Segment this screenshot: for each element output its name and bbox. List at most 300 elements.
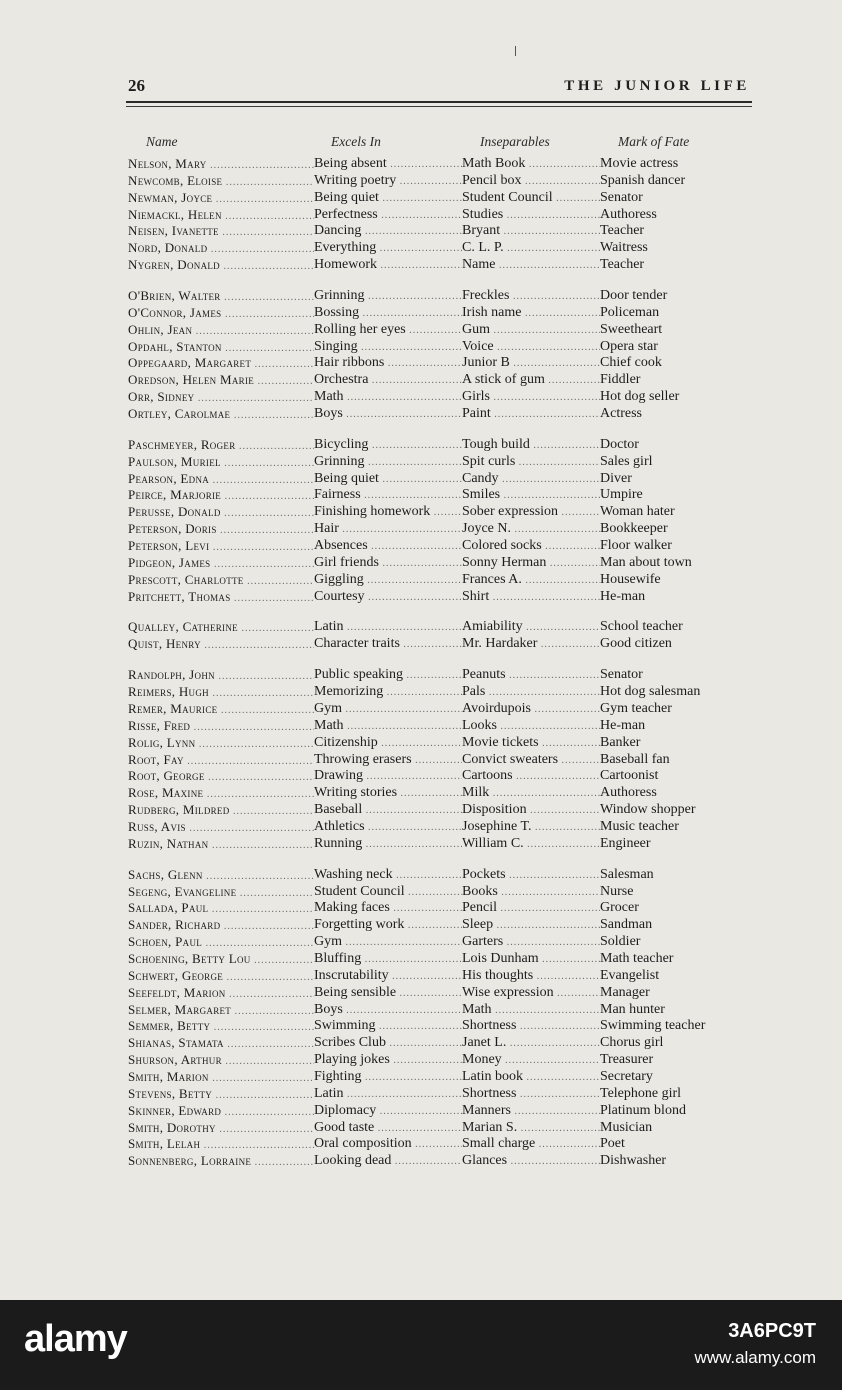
- inseparable: Spit curls .....: [462, 454, 600, 471]
- student-name: Smith, Dorothy .....: [128, 1120, 314, 1137]
- table-row: [128, 718, 748, 735]
- table-row: [128, 735, 748, 752]
- student-name: Sallada, Paul .....: [128, 900, 314, 917]
- excels-in: Being absent .....: [314, 156, 462, 173]
- excels-in: Being quiet .....: [314, 471, 462, 488]
- mark-of-fate: Window shopper: [600, 802, 696, 818]
- page-number: 26: [128, 76, 145, 95]
- mark-of-fate: Good citizen: [600, 636, 672, 652]
- table-row: [128, 339, 748, 356]
- scan-mark: [515, 46, 516, 56]
- student-name: Russ, Avis .....: [128, 819, 314, 836]
- table-row: [128, 589, 748, 606]
- inseparable: Sober expression .....: [462, 504, 600, 521]
- inseparable: Manners .....: [462, 1103, 600, 1120]
- excels-in: Fairness .....: [314, 487, 462, 504]
- mark-of-fate: Movie actress: [600, 156, 679, 171]
- excels-in: Giggling .....: [314, 572, 462, 589]
- table-row: [128, 951, 748, 968]
- student-name: O'Brien, Walter .....: [128, 288, 314, 305]
- mark-of-fate: Teacher: [600, 257, 645, 273]
- inseparable: Freckles .....: [462, 288, 600, 305]
- mark-of-fate: Authoress: [600, 206, 657, 222]
- excels-in: Gym .....: [314, 934, 462, 951]
- excels-in: Student Council .....: [314, 884, 462, 901]
- student-list: [128, 156, 748, 1184]
- mark-of-fate: School teacher: [600, 619, 683, 635]
- inseparable: Disposition .....: [462, 802, 600, 819]
- mark-of-fate: Engineer: [600, 835, 651, 851]
- table-row: [128, 487, 748, 504]
- column-header-inseparables: Inseparables: [480, 134, 550, 149]
- table-row: [128, 406, 748, 423]
- mark-of-fate: Music teacher: [600, 818, 679, 834]
- student-name: Sander, Richard .....: [128, 917, 314, 934]
- excels-in: Singing .....: [314, 339, 462, 356]
- mark-of-fate: Diver: [600, 470, 632, 486]
- mark-of-fate: Fiddler: [600, 372, 641, 388]
- table-row: [128, 471, 748, 488]
- student-name: Smith, Marion .....: [128, 1069, 314, 1086]
- table-row: [128, 1120, 748, 1137]
- mark-of-fate: Authoress: [600, 785, 657, 801]
- header-rule-thin: [126, 106, 752, 107]
- table-row: [128, 636, 748, 653]
- mark-of-fate: Gym teacher: [600, 700, 672, 716]
- excels-in: Diplomacy .....: [314, 1103, 462, 1120]
- table-row: [128, 190, 748, 207]
- table-row: [128, 667, 748, 684]
- excels-in: Writing stories .....: [314, 785, 462, 802]
- mark-of-fate: He-man: [600, 588, 646, 604]
- table-row: [128, 867, 748, 884]
- inseparable: Convict sweaters .....: [462, 752, 600, 769]
- table-row: [128, 1136, 748, 1153]
- mark-of-fate: Teacher: [600, 223, 645, 239]
- excels-in: Orchestra .....: [314, 372, 462, 389]
- inseparable: Lois Dunham .....: [462, 951, 600, 968]
- table-row: [128, 1002, 748, 1019]
- inseparable: His thoughts .....: [462, 968, 600, 985]
- student-name: Smith, Lelah .....: [128, 1136, 314, 1153]
- excels-in: Homework .....: [314, 257, 462, 274]
- mark-of-fate: Sales girl: [600, 453, 653, 469]
- inseparable: Mr. Hardaker .....: [462, 636, 600, 653]
- table-row: [128, 768, 748, 785]
- mark-of-fate: Baseball fan: [600, 751, 670, 767]
- table-row: [128, 1103, 748, 1120]
- student-name: Oppegaard, Margaret .....: [128, 355, 314, 372]
- inseparable: Name .....: [462, 257, 600, 274]
- mark-of-fate: Poet: [600, 1136, 625, 1152]
- student-name: Nord, Donald .....: [128, 240, 314, 257]
- student-name: Peirce, Marjorie .....: [128, 487, 314, 504]
- inseparable: Voice .....: [462, 339, 600, 356]
- student-name: Selmer, Margaret .....: [128, 1002, 314, 1019]
- table-row: [128, 836, 748, 853]
- student-name: Root, George .....: [128, 768, 314, 785]
- student-name: Peterson, Levi .....: [128, 538, 314, 555]
- excels-in: Being sensible .....: [314, 985, 462, 1002]
- excels-in: Dancing .....: [314, 223, 462, 240]
- inseparable: Garters .....: [462, 934, 600, 951]
- excels-in: Citizenship .....: [314, 735, 462, 752]
- mark-of-fate: Math teacher: [600, 950, 674, 966]
- inseparable: Avoirdupois .....: [462, 701, 600, 718]
- mark-of-fate: Umpire: [600, 487, 643, 503]
- mark-of-fate: Man about town: [600, 554, 692, 570]
- excels-in: Running .....: [314, 836, 462, 853]
- table-row: [128, 1153, 748, 1170]
- excels-in: Grinning .....: [314, 454, 462, 471]
- table-row: [128, 454, 748, 471]
- mark-of-fate: Nurse: [600, 883, 634, 899]
- student-name: Pearson, Edna .....: [128, 471, 314, 488]
- mark-of-fate: Sandman: [600, 917, 653, 933]
- mark-of-fate: Spanish dancer: [600, 172, 686, 188]
- student-name: Rudberg, Mildred .....: [128, 802, 314, 819]
- mark-of-fate: Actress: [600, 406, 642, 422]
- inseparable: Tough build .....: [462, 437, 600, 454]
- excels-in: Throwing erasers .....: [314, 752, 462, 769]
- table-row: [128, 322, 748, 339]
- mark-of-fate: Chief cook: [600, 355, 662, 371]
- mark-of-fate: Housewife: [600, 571, 661, 587]
- inseparable: Looks .....: [462, 718, 600, 735]
- table-row: [128, 288, 748, 305]
- table-row: [128, 1086, 748, 1103]
- student-name: Paulson, Muriel .....: [128, 454, 314, 471]
- mark-of-fate: Man hunter: [600, 1001, 665, 1017]
- inseparable: Small charge .....: [462, 1136, 600, 1153]
- table-row: [128, 684, 748, 701]
- mark-of-fate: Secretary: [600, 1068, 653, 1084]
- inseparable: Girls .....: [462, 389, 600, 406]
- student-name: Prescott, Charlotte .....: [128, 572, 314, 589]
- inseparable: Money .....: [462, 1052, 600, 1069]
- student-name: Ortley, Carolmae .....: [128, 406, 314, 423]
- mark-of-fate: Chorus girl: [600, 1035, 664, 1051]
- student-name: Opdahl, Stanton .....: [128, 339, 314, 356]
- table-row: [128, 521, 748, 538]
- mark-of-fate: Hot dog salesman: [600, 684, 701, 700]
- excels-in: Perfectness .....: [314, 207, 462, 224]
- student-name: Qualley, Catherine .....: [128, 619, 314, 636]
- excels-in: Gym .....: [314, 701, 462, 718]
- table-row: [128, 1052, 748, 1069]
- excels-in: Math .....: [314, 389, 462, 406]
- table-row: [128, 173, 748, 190]
- letter-group: [128, 156, 748, 274]
- student-name: Reimers, Hugh .....: [128, 684, 314, 701]
- letter-group: [128, 619, 748, 653]
- excels-in: Good taste .....: [314, 1120, 462, 1137]
- table-row: [128, 538, 748, 555]
- inseparable: Pals .....: [462, 684, 600, 701]
- mark-of-fate: Sweetheart: [600, 321, 663, 337]
- excels-in: Latin .....: [314, 1086, 462, 1103]
- table-row: [128, 355, 748, 372]
- inseparable: Math .....: [462, 1002, 600, 1019]
- table-row: [128, 207, 748, 224]
- inseparable: Gum .....: [462, 322, 600, 339]
- mark-of-fate: Treasurer: [600, 1052, 654, 1068]
- student-name: Oredson, Helen Marie .....: [128, 372, 314, 389]
- excels-in: Girl friends .....: [314, 555, 462, 572]
- excels-in: Making faces .....: [314, 900, 462, 917]
- mark-of-fate: He-man: [600, 717, 646, 733]
- mark-of-fate: Platinum blond: [600, 1102, 686, 1118]
- excels-in: Oral composition .....: [314, 1136, 462, 1153]
- student-name: Quist, Henry .....: [128, 636, 314, 653]
- inseparable: Shortness .....: [462, 1018, 600, 1035]
- mark-of-fate: Doctor: [600, 436, 639, 452]
- excels-in: Absences .....: [314, 538, 462, 555]
- inseparable: Peanuts .....: [462, 667, 600, 684]
- mark-of-fate: Floor walker: [600, 538, 672, 554]
- inseparable: Pockets .....: [462, 867, 600, 884]
- student-name: Newman, Joyce .....: [128, 190, 314, 207]
- mark-of-fate: Woman hater: [600, 504, 675, 520]
- student-name: Sonnenberg, Lorraine .....: [128, 1153, 314, 1170]
- table-row: [128, 701, 748, 718]
- student-name: Neisen, Ivanette .....: [128, 223, 314, 240]
- column-header-excels-in: Excels In: [331, 134, 381, 149]
- table-row: [128, 372, 748, 389]
- student-name: Skinner, Edward .....: [128, 1103, 314, 1120]
- inseparable: Math Book .....: [462, 156, 600, 173]
- inseparable: Joyce N. .....: [462, 521, 600, 538]
- inseparable: Wise expression .....: [462, 985, 600, 1002]
- mark-of-fate: Waitress: [600, 240, 648, 256]
- student-name: Orr, Sidney .....: [128, 389, 314, 406]
- inseparable: Marian S. .....: [462, 1120, 600, 1137]
- table-row: [128, 884, 748, 901]
- letter-group: [128, 667, 748, 852]
- excels-in: Fighting .....: [314, 1069, 462, 1086]
- student-name: Nelson, Mary .....: [128, 156, 314, 173]
- inseparable: C. L. P. .....: [462, 240, 600, 257]
- student-name: Schoen, Paul .....: [128, 934, 314, 951]
- mark-of-fate: Banker: [600, 734, 641, 750]
- excels-in: Inscrutability .....: [314, 968, 462, 985]
- table-row: [128, 785, 748, 802]
- excels-in: Baseball .....: [314, 802, 462, 819]
- inseparable: Milk .....: [462, 785, 600, 802]
- student-name: Semmer, Betty .....: [128, 1018, 314, 1035]
- table-row: [128, 437, 748, 454]
- letter-group: [128, 288, 748, 423]
- table-row: [128, 985, 748, 1002]
- excels-in: Math .....: [314, 718, 462, 735]
- table-row: [128, 1035, 748, 1052]
- student-name: Rose, Maxine .....: [128, 785, 314, 802]
- excels-in: Character traits .....: [314, 636, 462, 653]
- inseparable: Movie tickets .....: [462, 735, 600, 752]
- excels-in: Grinning .....: [314, 288, 462, 305]
- mark-of-fate: Senator: [600, 189, 643, 205]
- excels-in: Drawing .....: [314, 768, 462, 785]
- excels-in: Bicycling .....: [314, 437, 462, 454]
- student-name: Pidgeon, James .....: [128, 555, 314, 572]
- inseparable: Candy .....: [462, 471, 600, 488]
- mark-of-fate: Salesman: [600, 866, 654, 882]
- mark-of-fate: Door tender: [600, 288, 668, 304]
- excels-in: Athletics .....: [314, 819, 462, 836]
- inseparable: Bryant .....: [462, 223, 600, 240]
- mark-of-fate: Manager: [600, 984, 650, 1000]
- student-name: O'Connor, James .....: [128, 305, 314, 322]
- excels-in: Boys .....: [314, 1002, 462, 1019]
- inseparable: Books .....: [462, 884, 600, 901]
- student-name: Paschmeyer, Roger .....: [128, 437, 314, 454]
- table-row: [128, 257, 748, 274]
- excels-in: Writing poetry .....: [314, 173, 462, 190]
- table-row: [128, 752, 748, 769]
- student-name: Shurson, Arthur .....: [128, 1052, 314, 1069]
- excels-in: Everything .....: [314, 240, 462, 257]
- table-row: [128, 968, 748, 985]
- table-row: [128, 802, 748, 819]
- stock-image-id: 3A6PC9T: [728, 1320, 816, 1342]
- student-name: Niemackl, Helen .....: [128, 207, 314, 224]
- student-name: Peterson, Doris .....: [128, 521, 314, 538]
- excels-in: Bluffing .....: [314, 951, 462, 968]
- excels-in: Rolling her eyes .....: [314, 322, 462, 339]
- mark-of-fate: Dishwasher: [600, 1153, 667, 1169]
- table-row: [128, 156, 748, 173]
- letter-group: [128, 867, 748, 1170]
- running-title: THE JUNIOR LIFE: [564, 78, 750, 94]
- excels-in: Being quiet .....: [314, 190, 462, 207]
- inseparable: Josephine T. .....: [462, 819, 600, 836]
- mark-of-fate: Hot dog seller: [600, 389, 680, 405]
- table-row: [128, 305, 748, 322]
- table-row: [128, 389, 748, 406]
- excels-in: Playing jokes .....: [314, 1052, 462, 1069]
- student-name: Schwert, George .....: [128, 968, 314, 985]
- mark-of-fate: Cartoonist: [600, 768, 659, 784]
- student-name: Schoening, Betty Lou .....: [128, 951, 314, 968]
- excels-in: Scribes Club .....: [314, 1035, 462, 1052]
- inseparable: Studies .....: [462, 207, 600, 224]
- inseparable: Sleep .....: [462, 917, 600, 934]
- student-name: Shianas, Stamata .....: [128, 1035, 314, 1052]
- table-row: [128, 934, 748, 951]
- student-name: Randolph, John .....: [128, 667, 314, 684]
- mark-of-fate: Senator: [600, 667, 643, 683]
- inseparable: Smiles .....: [462, 487, 600, 504]
- mark-of-fate: Evangelist: [600, 967, 660, 983]
- excels-in: Memorizing .....: [314, 684, 462, 701]
- student-name: Stevens, Betty .....: [128, 1086, 314, 1103]
- mark-of-fate: Grocer: [600, 900, 639, 916]
- excels-in: Swimming .....: [314, 1018, 462, 1035]
- excels-in: Latin .....: [314, 619, 462, 636]
- excels-in: Public speaking .....: [314, 667, 462, 684]
- inseparable: Latin book .....: [462, 1069, 600, 1086]
- table-row: [128, 223, 748, 240]
- excels-in: Forgetting work .....: [314, 917, 462, 934]
- mark-of-fate: Swimming teacher: [600, 1018, 706, 1034]
- inseparable: Glances .....: [462, 1153, 600, 1170]
- letter-group: [128, 437, 748, 606]
- inseparable: Frances A. .....: [462, 572, 600, 589]
- inseparable: Cartoons .....: [462, 768, 600, 785]
- student-name: Risse, Fred .....: [128, 718, 314, 735]
- column-header-mark-of-fate: Mark of Fate: [618, 134, 690, 149]
- inseparable: Paint .....: [462, 406, 600, 423]
- excels-in: Bossing .....: [314, 305, 462, 322]
- mark-of-fate: Policeman: [600, 304, 660, 320]
- header-rule-thick: [126, 101, 752, 103]
- student-name: Newcomb, Eloise .....: [128, 173, 314, 190]
- column-headers: [128, 134, 748, 154]
- stock-url: www.alamy.com: [694, 1348, 816, 1367]
- inseparable: Junior B .....: [462, 355, 600, 372]
- inseparable: Shortness .....: [462, 1086, 600, 1103]
- mark-of-fate: Musician: [600, 1119, 653, 1135]
- excels-in: Looking dead .....: [314, 1153, 462, 1170]
- inseparable: Shirt .....: [462, 589, 600, 606]
- inseparable: Janet L. .....: [462, 1035, 600, 1052]
- mark-of-fate: Opera star: [600, 338, 658, 354]
- inseparable: Irish name .....: [462, 305, 600, 322]
- column-header-name: Name: [146, 134, 178, 149]
- mark-of-fate: Soldier: [600, 934, 641, 950]
- table-row: [128, 1018, 748, 1035]
- student-name: Rolig, Lynn .....: [128, 735, 314, 752]
- inseparable: A stick of gum .....: [462, 372, 600, 389]
- table-row: [128, 619, 748, 636]
- excels-in: Hair ribbons .....: [314, 355, 462, 372]
- table-row: [128, 819, 748, 836]
- student-name: Sachs, Glenn .....: [128, 867, 314, 884]
- table-row: [128, 240, 748, 257]
- table-row: [128, 917, 748, 934]
- table-row: [128, 572, 748, 589]
- inseparable: Colored socks .....: [462, 538, 600, 555]
- student-name: Nygren, Donald .....: [128, 257, 314, 274]
- inseparable: Pencil .....: [462, 900, 600, 917]
- table-row: [128, 555, 748, 572]
- table-row: [128, 900, 748, 917]
- stock-logo: alamy: [24, 1318, 127, 1360]
- table-row: [128, 1069, 748, 1086]
- inseparable: William C. .....: [462, 836, 600, 853]
- student-name: Ohlin, Jean .....: [128, 322, 314, 339]
- student-name: Ruzin, Nathan .....: [128, 836, 314, 853]
- inseparable: Amiability .....: [462, 619, 600, 636]
- excels-in: Washing neck .....: [314, 867, 462, 884]
- student-name: Seefeldt, Marion .....: [128, 985, 314, 1002]
- mark-of-fate: Bookkeeper: [600, 521, 668, 537]
- inseparable: Pencil box .....: [462, 173, 600, 190]
- table-row: [128, 504, 748, 521]
- excels-in: Finishing homework .....: [314, 504, 462, 521]
- student-name: Pritchett, Thomas .....: [128, 589, 314, 606]
- excels-in: Courtesy .....: [314, 589, 462, 606]
- excels-in: Hair .....: [314, 521, 462, 538]
- student-name: Remer, Maurice .....: [128, 701, 314, 718]
- excels-in: Boys .....: [314, 406, 462, 423]
- student-name: Perusse, Donald .....: [128, 504, 314, 521]
- inseparable: Sonny Herman .....: [462, 555, 600, 572]
- student-name: Segeng, Evangeline .....: [128, 884, 314, 901]
- inseparable: Student Council .....: [462, 190, 600, 207]
- student-name: Root, Fay .....: [128, 752, 314, 769]
- mark-of-fate: Telephone girl: [600, 1085, 682, 1101]
